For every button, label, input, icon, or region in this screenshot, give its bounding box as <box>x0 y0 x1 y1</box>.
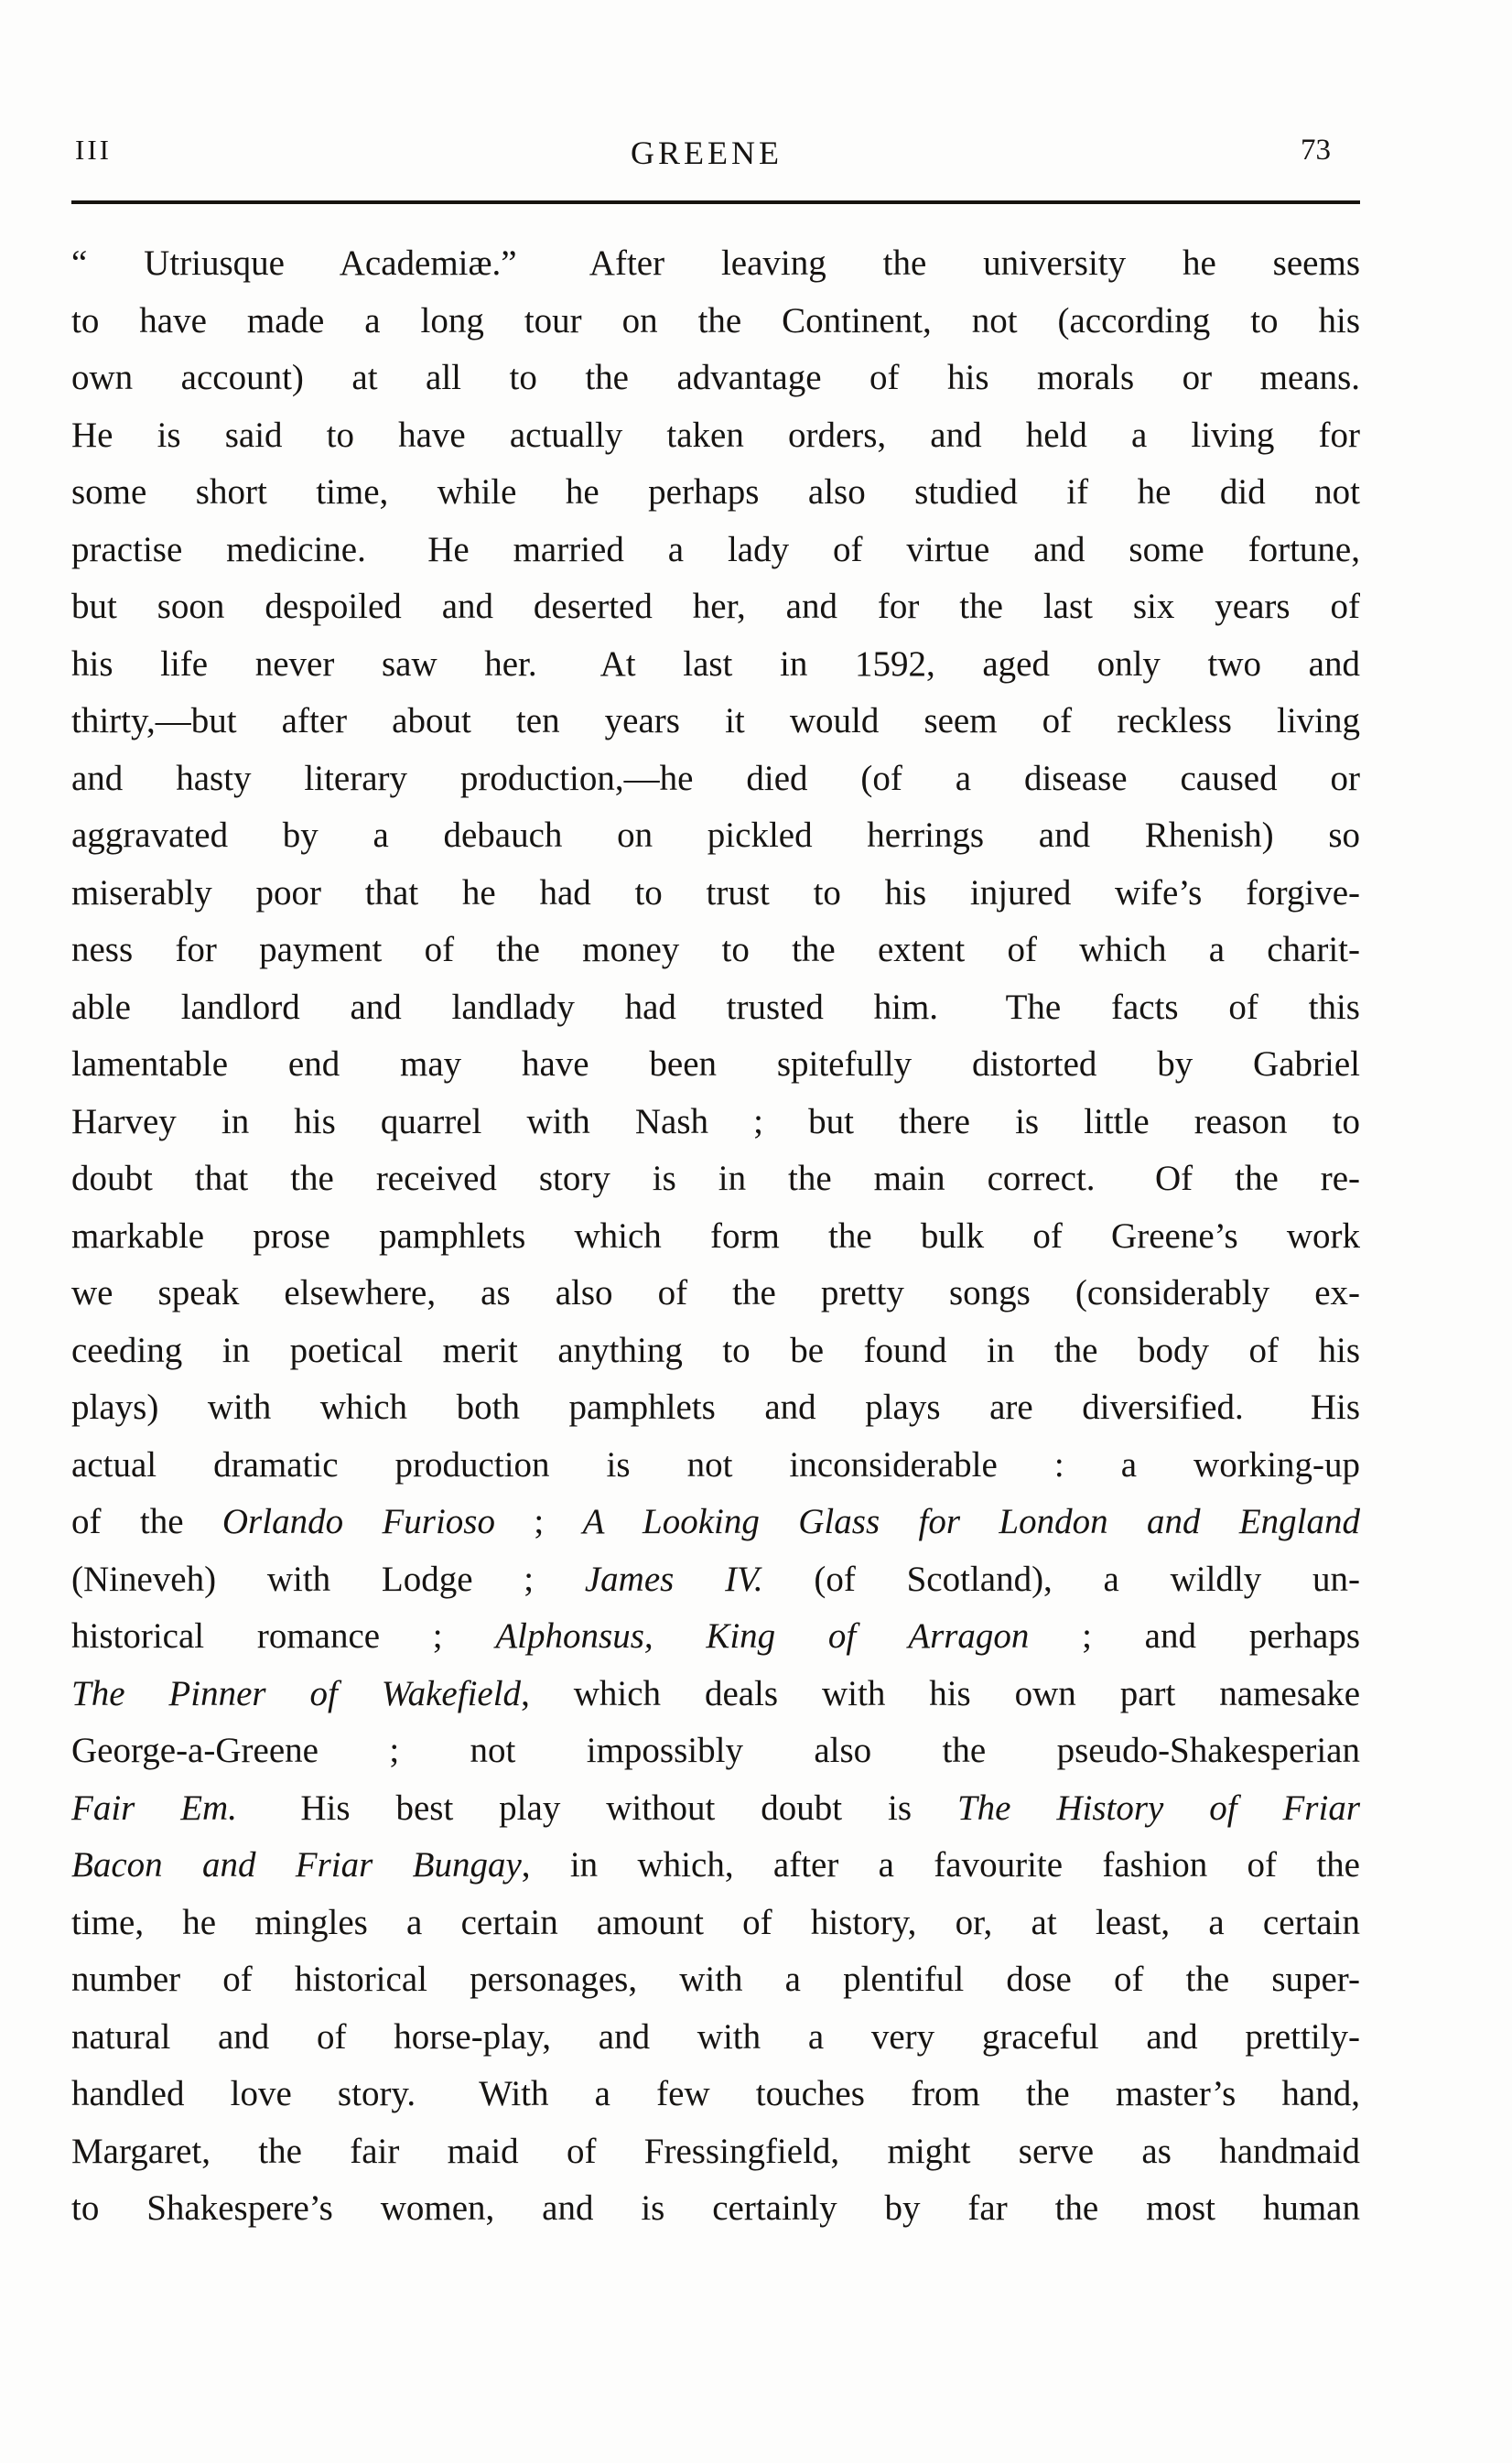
page-text <box>71 235 1360 2238</box>
text-line <box>71 1895 1360 1952</box>
text-line <box>71 1094 1360 1151</box>
text-line <box>71 922 1360 979</box>
chapter-numeral: III <box>75 134 112 166</box>
text-run: ceeding in poetical merit anything to be found in the body of his <box>71 1330 1360 1370</box>
text-line <box>71 1951 1360 2009</box>
italic-title-text: The Pinner of Wakefield <box>71 1673 522 1713</box>
text-run: some short time, while he perhaps also studied if he did not <box>71 472 1360 512</box>
text-run: ; <box>494 1502 583 1541</box>
text-run: natural and of horse-play, and with a very graceful and prettily- <box>71 2016 1360 2057</box>
text-line <box>71 865 1360 923</box>
italic-title-text: A Looking Glass for London and England <box>582 1502 1360 1541</box>
text-line <box>71 693 1360 751</box>
text-line <box>71 1036 1360 1094</box>
text-line <box>71 1494 1360 1551</box>
text-run: historical romance ; <box>71 1616 496 1656</box>
text-run: to have made a long tour on the Continent, not (according to his <box>71 300 1360 340</box>
text-run: of the <box>71 1502 222 1541</box>
text-run: handled love story. With a few touches from the master’s hand, <box>71 2074 1360 2113</box>
text-run: “ Utriusque Academiæ.” After leaving the university he seems <box>71 243 1360 283</box>
running-header <box>71 134 1360 171</box>
text-line <box>71 636 1360 694</box>
text-line <box>71 979 1360 1037</box>
running-title: GREENE <box>631 135 783 171</box>
text-run: miserably poor that he had to trust to his injured wife’s forgive- <box>71 872 1360 913</box>
text-run: (Nineveh) with Lodge ; <box>71 1559 585 1599</box>
text-line <box>71 1265 1360 1323</box>
text-line <box>71 1608 1360 1666</box>
text-run: thirty,—but after about ten years it would seem of reckless living <box>71 701 1360 740</box>
text-run: ness for payment of the money to the extent of which a charit- <box>71 930 1360 969</box>
text-line <box>71 1437 1360 1495</box>
text-line <box>71 2009 1360 2067</box>
text-run: Harvey in his quarrel with Nash ; but there is little reason to <box>71 1101 1360 1141</box>
text-run: own account) at all to the advantage of his morals or means. <box>71 358 1360 397</box>
text-line <box>71 2123 1360 2181</box>
text-run: aggravated by a debauch on pickled herrings and Rhenish) so <box>71 816 1360 855</box>
text-run: His best play without doubt is <box>236 1788 957 1828</box>
text-line <box>71 1723 1360 1780</box>
text-run: , which deals with his own part namesake <box>521 1673 1361 1713</box>
text-run: ; and perhaps <box>1029 1616 1360 1656</box>
text-line <box>71 1780 1360 1838</box>
text-run: and hasty literary production,—he died (of a disease caused or <box>71 758 1360 798</box>
text-run: to Shakespere’s women, and is certainly by far the most human <box>71 2188 1360 2228</box>
italic-title-text: Bacon and Friar Bungay <box>71 1845 522 1885</box>
page-number: 73 <box>1301 134 1331 167</box>
text-run: time, he mingles a certain amount of history, or, at least, a certain <box>71 1902 1360 1942</box>
italic-title-text: Orlando Furioso <box>221 1502 495 1541</box>
page-content <box>71 134 1360 2238</box>
italic-title-text: James IV. <box>584 1559 763 1599</box>
header-rule <box>71 200 1360 204</box>
text-line <box>71 751 1360 808</box>
text-run: his life never saw her. At last in 1592, aged only two and <box>71 643 1360 684</box>
text-run: practise medicine. He married a lady of virtue and some fortune, <box>71 529 1360 569</box>
text-line <box>71 522 1360 579</box>
italic-title-text: Fair Em. <box>71 1788 237 1828</box>
text-run: doubt that the received story is in the main correct. Of the re- <box>71 1159 1360 1198</box>
text-line <box>71 1208 1360 1266</box>
text-line <box>71 1837 1360 1895</box>
text-line <box>71 1666 1360 1723</box>
text-line <box>71 1379 1360 1437</box>
text-run: actual dramatic production is not inconsiderable : a working-up <box>71 1444 1360 1485</box>
text-run: plays) with which both pamphlets and plays are diversified. His <box>71 1388 1360 1427</box>
text-line <box>71 1551 1360 1609</box>
text-line <box>71 1150 1360 1208</box>
text-line <box>71 293 1360 351</box>
text-run: we speak elsewhere, as also of the pretty songs (considerably ex- <box>71 1273 1360 1313</box>
text-line <box>71 235 1360 293</box>
text-line <box>71 407 1360 465</box>
text-line <box>71 464 1360 522</box>
text-run: able landlord and landlady had trusted him. The facts of this <box>71 987 1360 1027</box>
text-line <box>71 2066 1360 2123</box>
text-run: He is said to have actually taken orders, and held a living for <box>71 415 1360 455</box>
text-run: but soon despoiled and deserted her, and for the last six years of <box>71 587 1360 626</box>
text-run: , in which, after a favourite fashion of the <box>521 1845 1360 1885</box>
text-line <box>71 807 1360 865</box>
text-run: markable prose pamphlets which form the bulk of Greene’s work <box>71 1215 1360 1256</box>
italic-title-text: Alphonsus, King of Arragon <box>495 1616 1030 1656</box>
text-run: lamentable end may have been spitefully distorted by Gabriel <box>71 1044 1360 1084</box>
text-line <box>71 350 1360 407</box>
text-line <box>71 2180 1360 2238</box>
text-run: number of historical personages, with a plentiful dose of the super- <box>71 1960 1360 1999</box>
text-run: Margaret, the fair maid of Fressingfield, might serve as handmaid <box>71 2131 1360 2171</box>
text-run: (of Scotland), a wildly un- <box>762 1559 1360 1599</box>
text-line <box>71 1323 1360 1380</box>
text-run: George-a-Greene ; not impossibly also the pseudo-Shakesperian <box>71 1731 1360 1770</box>
text-line <box>71 578 1360 636</box>
italic-title-text: The History of Friar <box>956 1788 1360 1828</box>
